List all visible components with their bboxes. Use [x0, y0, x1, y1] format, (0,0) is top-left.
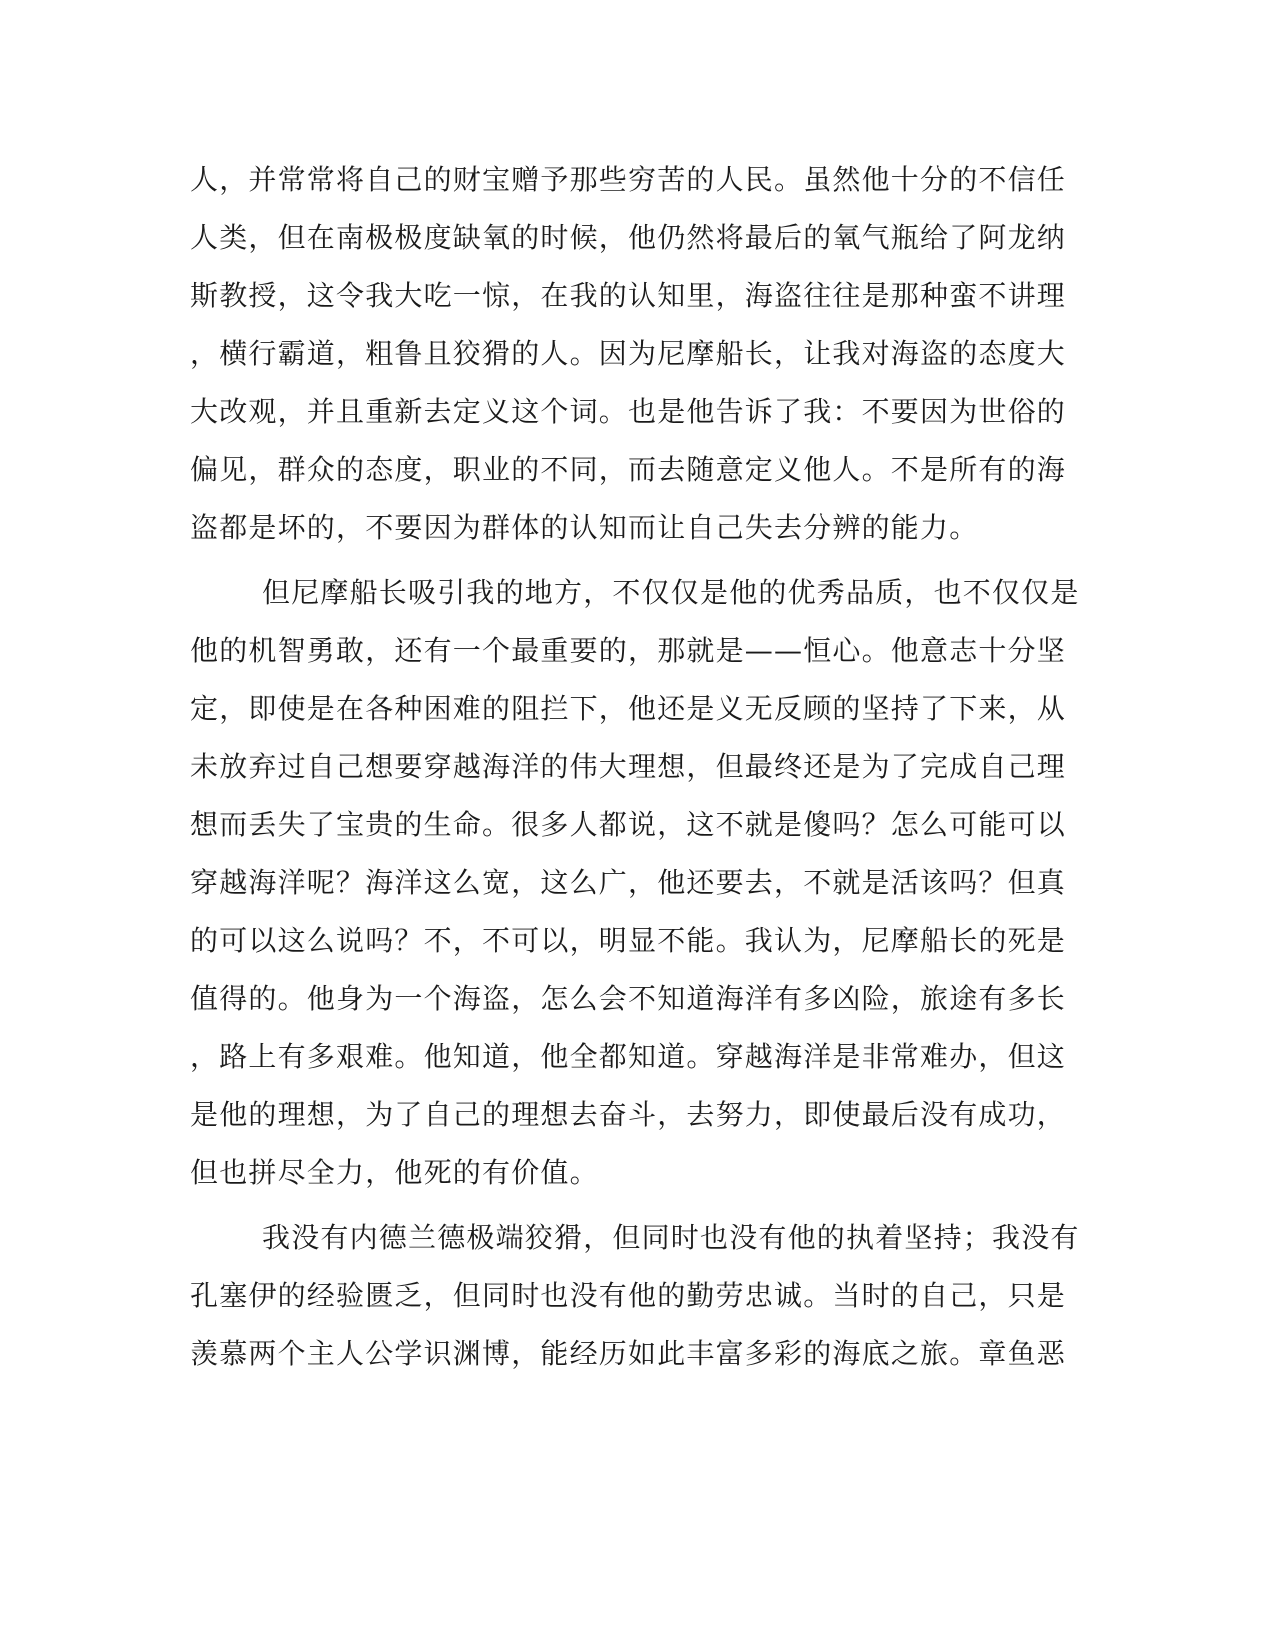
text-line: 盗都是坏的，不要因为群体的认知而让自己失去分辨的能力。 — [190, 511, 979, 544]
text-line: 的可以这么说吗？不，不可以，明显不能。我认为，尼摩船长的死是 — [190, 924, 1067, 957]
text-line: 偏见，群众的态度，职业的不同，而去随意定义他人。不是所有的海 — [190, 453, 1067, 486]
text-line: 定，即使是在各种困难的阻拦下，他还是义无反顾的坚持了下来，从 — [190, 692, 1067, 725]
text-line: 但也拼尽全力，他死的有价值。 — [190, 1156, 599, 1189]
text-line: 人类，但在南极极度缺氧的时候，他仍然将最后的氧气瓶给了阿龙纳 — [190, 221, 1067, 254]
text-line: 大改观，并且重新去定义这个词。也是他告诉了我：不要因为世俗的 — [190, 395, 1067, 428]
paragraph-first-line: 但尼摩船长吸引我的地方，不仅仅是他的优秀品质，也不仅仅是 — [262, 576, 1080, 609]
text-line: 未放弃过自己想要穿越海洋的伟大理想，但最终还是为了完成自己理 — [190, 750, 1067, 783]
text-line: 值得的。他身为一个海盗，怎么会不知道海洋有多凶险，旅途有多长 — [190, 982, 1067, 1015]
text-line: 是他的理想，为了自己的理想去奋斗，去努力，即使最后没有成功， — [190, 1098, 1067, 1131]
text-line: ，路上有多艰难。他知道，他全都知道。穿越海洋是非常难办，但这 — [190, 1040, 1067, 1073]
text-line: 孔塞伊的经验匮乏，但同时也没有他的勤劳忠诚。当时的自己，只是 — [190, 1279, 1067, 1312]
text-line: ，横行霸道，粗鲁且狡猾的人。因为尼摩船长，让我对海盗的态度大 — [190, 337, 1067, 370]
text-line: 人，并常常将自己的财宝赠予那些穷苦的人民。虽然他十分的不信任 — [190, 163, 1067, 196]
text-line: 他的机智勇敢，还有一个最重要的，那就是——恒心。他意志十分坚 — [190, 634, 1067, 667]
text-line: 穿越海洋呢？海洋这么宽，这么广，他还要去，不就是活该吗？但真 — [190, 866, 1067, 899]
text-line: 斯教授，这令我大吃一惊，在我的认知里，海盗往往是那种蛮不讲理 — [190, 279, 1067, 312]
text-line: 羡慕两个主人公学识渊博，能经历如此丰富多彩的海底之旅。章鱼恶 — [190, 1337, 1067, 1370]
paragraph-first-line: 我没有内德兰德极端狡猾，但同时也没有他的执着坚持；我没有 — [262, 1221, 1080, 1254]
text-line: 想而丢失了宝贵的生命。很多人都说，这不就是傻吗？怎么可能可以 — [190, 808, 1067, 841]
